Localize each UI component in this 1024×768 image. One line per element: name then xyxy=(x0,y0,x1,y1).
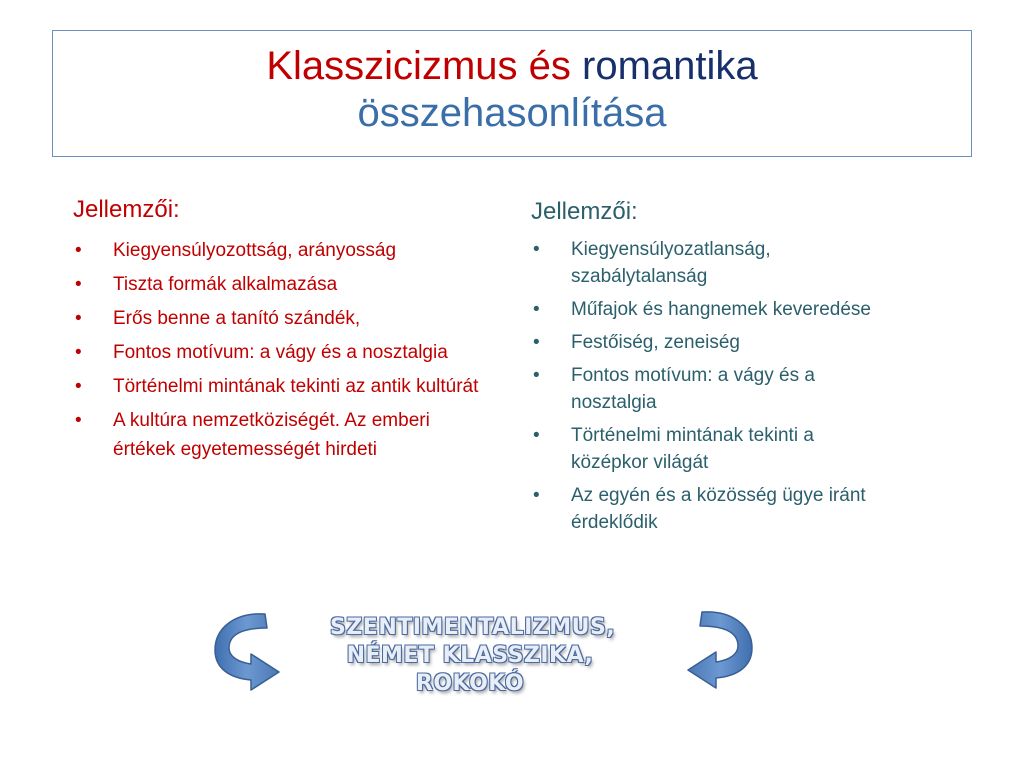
list-item xyxy=(73,304,493,333)
bullet-icon: • xyxy=(75,342,82,363)
right-column xyxy=(531,198,891,542)
list-item-text: Történelmi mintának tekinti az antik kultúrát xyxy=(113,376,479,397)
title-navy-part: romantika xyxy=(582,44,758,88)
title-red-part: Klasszicizmus és xyxy=(266,44,571,88)
bullet-icon: • xyxy=(75,376,82,397)
list-item xyxy=(73,372,493,401)
center-line1: SZENTIMENTALIZMUS, xyxy=(330,615,616,640)
list-item xyxy=(531,329,891,356)
left-list xyxy=(73,236,493,464)
list-item-text: Kiegyensúlyozatlanság, szabálytalanság xyxy=(571,239,771,287)
bullet-icon: • xyxy=(533,299,540,320)
bullet-icon: • xyxy=(533,485,540,506)
list-item-text: Kiegyensúlyozottság, arányosság xyxy=(113,240,397,261)
bullet-icon: • xyxy=(75,410,82,431)
list-item xyxy=(73,406,493,464)
list-item-text: Erős benne a tanító szándék, xyxy=(113,308,361,329)
left-heading: Jellemzői: xyxy=(73,196,180,223)
list-item-text: Történelmi mintának tekinti a középkor világát xyxy=(571,425,814,473)
list-item xyxy=(531,362,891,416)
curved-arrow-left-icon xyxy=(205,606,295,698)
right-heading: Jellemzői: xyxy=(531,198,638,225)
list-item xyxy=(531,422,891,476)
list-item-text: A kultúra nemzetköziségét. Az emberi értékek egyetemességét hirdeti xyxy=(113,410,430,460)
curved-arrow-right-icon xyxy=(672,604,762,696)
bullet-icon: • xyxy=(75,240,82,261)
list-item xyxy=(73,270,493,299)
list-item xyxy=(531,482,891,536)
list-item-text: Festőiség, zeneiség xyxy=(571,332,740,353)
center-line3: ROKOKÓ xyxy=(415,671,525,696)
list-item-text: Az egyén és a közösség ügye iránt érdeklődik xyxy=(571,485,866,533)
title-line2: összehasonlítása xyxy=(357,91,667,136)
list-item-text: Műfajok és hangnemek keveredése xyxy=(571,299,871,320)
center-line2: NÉMET KLASSZIKA, xyxy=(346,643,594,668)
bullet-icon: • xyxy=(533,239,540,260)
list-item xyxy=(531,236,891,290)
list-item-text: Tiszta formák alkalmazása xyxy=(113,274,338,295)
bullet-icon: • xyxy=(533,332,540,353)
bullet-icon: • xyxy=(533,365,540,386)
bullet-icon: • xyxy=(75,308,82,329)
left-column xyxy=(73,196,493,469)
list-item xyxy=(531,296,891,323)
right-list xyxy=(531,236,891,536)
list-item-text: Fontos motívum: a vágy és a nosztalgia xyxy=(113,342,448,363)
bullet-icon: • xyxy=(533,425,540,446)
list-item xyxy=(73,338,493,367)
list-item xyxy=(73,236,493,265)
list-item-text: Fontos motívum: a vágy és a nosztalgia xyxy=(571,365,815,413)
bullet-icon: • xyxy=(75,274,82,295)
center-wordart xyxy=(330,614,616,698)
title-line1 xyxy=(53,43,971,90)
title-box xyxy=(52,30,972,157)
